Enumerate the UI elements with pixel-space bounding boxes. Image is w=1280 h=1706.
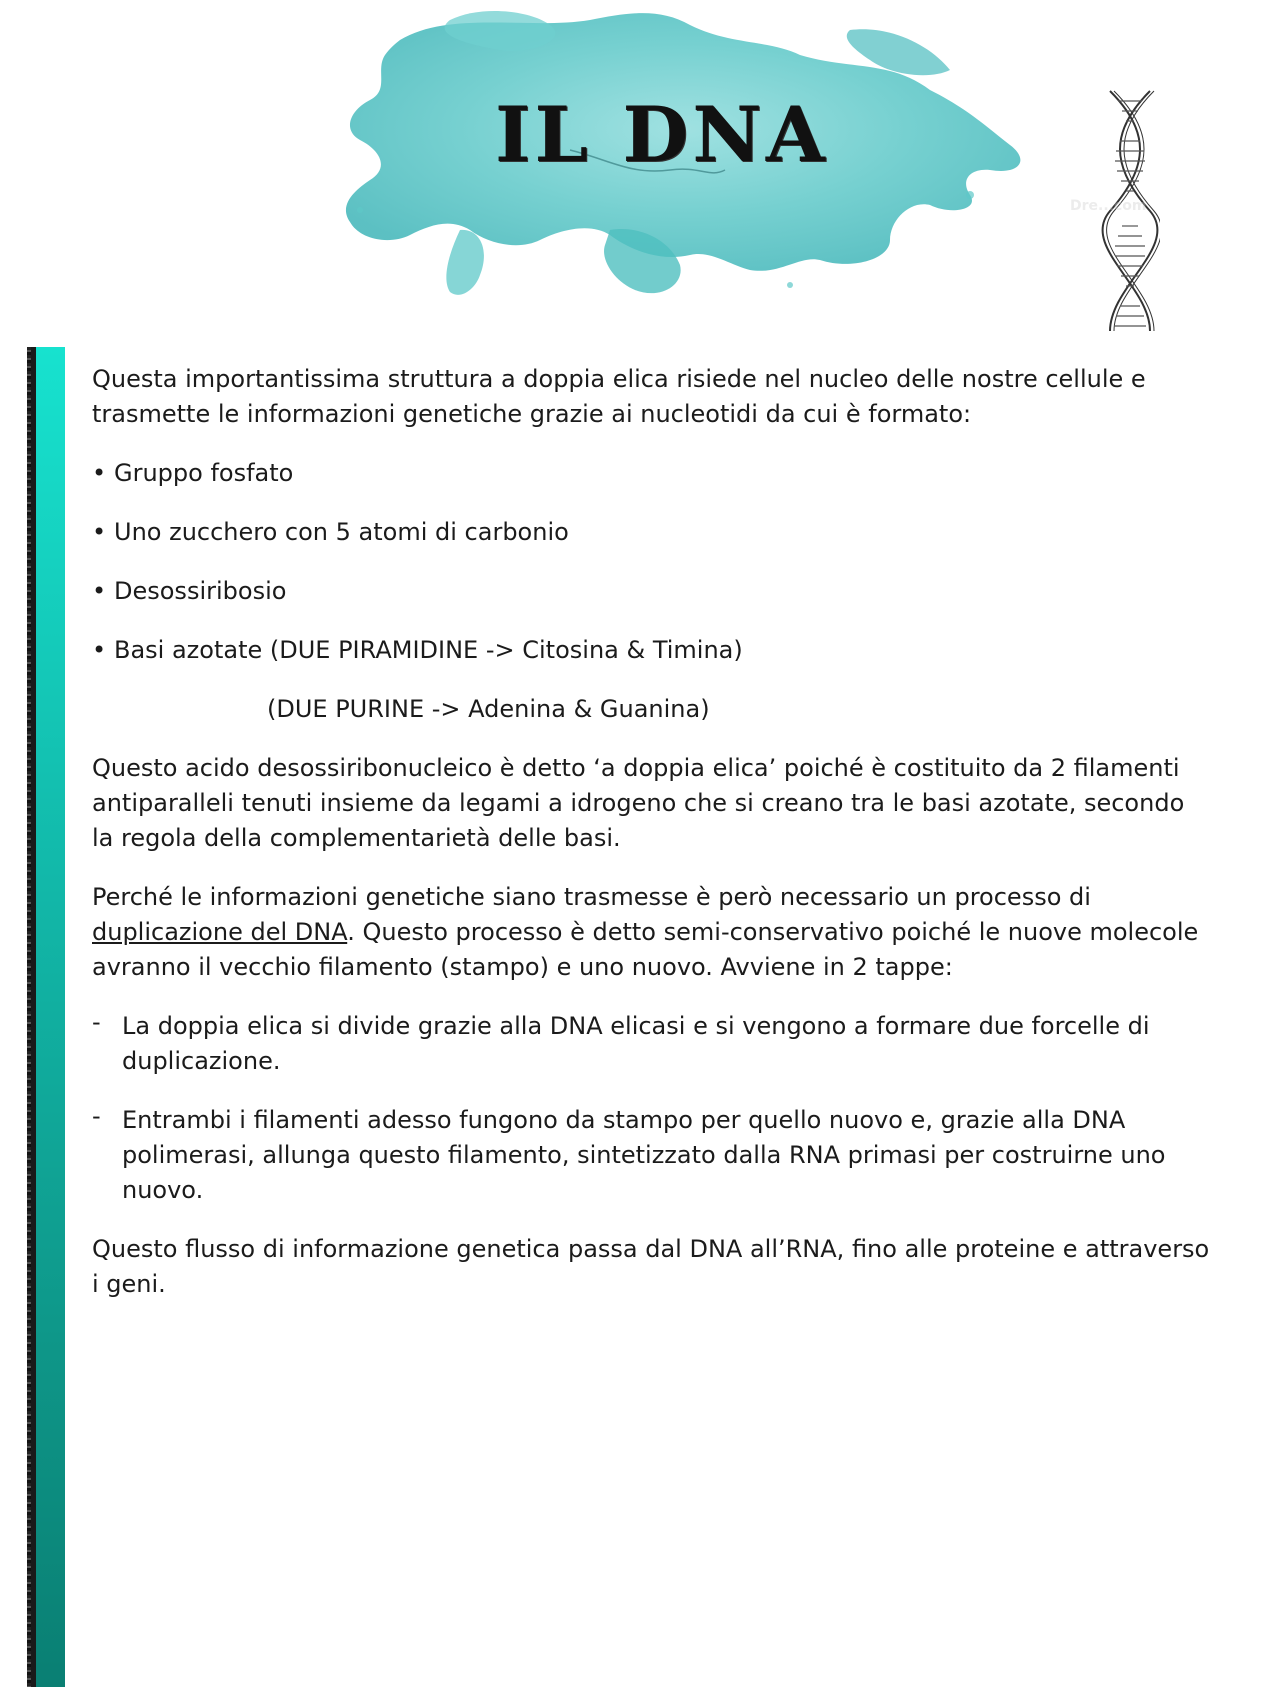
list-item (92, 515, 1212, 550)
list-item-text: Uno zucchero con 5 atomi di carbonio (114, 518, 569, 546)
page-title: IL DNA (495, 90, 829, 179)
intro-paragraph: Questa importantissima struttura a doppia elica risiede nel nucleo delle nostre cellule e trasmette le informazioni genetiche grazie ai nucleotidi da cui è formato: (92, 365, 1146, 428)
splash-drip (446, 230, 484, 295)
list-item-text: Desossiribosio (114, 577, 287, 605)
conclusion-paragraph: Questo flusso di informazione genetica passa dal DNA all’RNA, fino alle proteine e attraverso i geni. (92, 1235, 1210, 1298)
dash-icon: - (92, 1102, 101, 1130)
list-item-text: Basi azotate (DUE PIRAMIDINE -> Citosina & Timina) (114, 636, 743, 664)
splash-speck (357, 207, 363, 213)
list-item (92, 633, 1212, 668)
duplication-text-post: . Questo processo è detto semi-conservativo poiché le nuove molecole avranno il vecchio filamento (stampo) e uno nuovo. Avviene in 2 tappe: (92, 918, 1199, 981)
watermark: Dre...com (1070, 198, 1147, 214)
step-item (92, 1103, 1212, 1208)
bullet-icon: • (92, 459, 107, 487)
list-item (92, 456, 1212, 491)
bullet-icon: • (92, 577, 107, 605)
step-item (92, 1009, 1212, 1079)
dash-icon: - (92, 1008, 101, 1036)
bullet-icon: • (92, 518, 107, 546)
left-accent-bar (30, 347, 65, 1687)
main-content (92, 362, 1212, 1326)
bullet-icon: • (92, 636, 107, 664)
purine-line: (DUE PURINE -> Adenina & Guanina) (267, 695, 710, 723)
splash-speck (966, 191, 974, 199)
list-item (92, 574, 1212, 609)
step-text: Entrambi i filamenti adesso fungono da stampo per quello nuovo e, grazie alla DNA polimerasi, allunga questo filamento, sintetizzato dalla RNA primasi per costruirne uno nuovo. (122, 1106, 1166, 1204)
splash-speck (787, 282, 793, 288)
double-helix-paragraph: Questo acido desossiribonucleico è detto ‘a doppia elica’ poiché è costituito da 2 filamenti antiparalleli tenuti insieme da legami a idrogeno che si creano tra le basi azotate, secondo la regola della complementarietà delle basi. (92, 754, 1185, 852)
duplication-text-pre: Perché le informazioni genetiche siano trasmesse è però necessario un processo di (92, 883, 1091, 911)
duplication-paragraph (92, 880, 1212, 985)
list-item-text: Gruppo fosfato (114, 459, 294, 487)
duplication-underlined-term: duplicazione del DNA (92, 918, 348, 946)
step-text: La doppia elica si divide grazie alla DNA elicasi e si vengono a formare due forcelle di duplicazione. (122, 1012, 1150, 1075)
